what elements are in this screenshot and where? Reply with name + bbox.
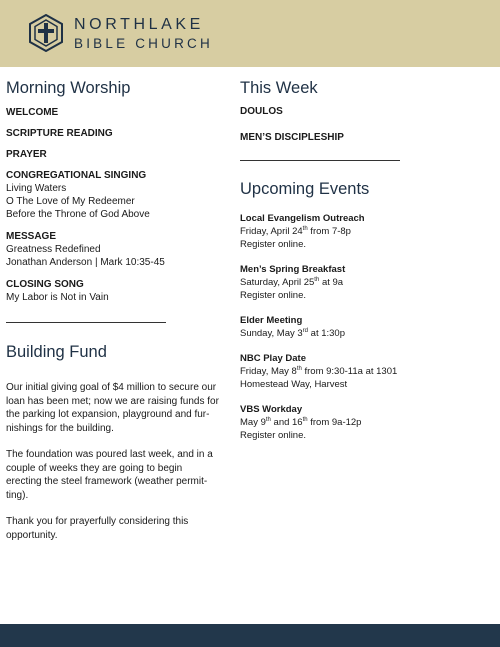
event-title: VBS Workday bbox=[240, 404, 303, 415]
singing-label: CONGREGATIONAL SINGING bbox=[6, 170, 147, 181]
building-paragraph-line: the parking lot expansion, playground and fur- bbox=[6, 409, 210, 420]
building-paragraph-line: erecting the steel framework (weather permit- bbox=[6, 476, 208, 487]
song-item: O The Love of My Redeemer bbox=[6, 196, 135, 207]
event-title: NBC Play Date bbox=[240, 353, 306, 364]
song-item: Before the Throne of God Above bbox=[6, 209, 150, 220]
this-week-heading: This Week bbox=[240, 79, 318, 97]
event-date: Sunday, May 3rd at 1:30p bbox=[240, 327, 345, 339]
header-band bbox=[0, 0, 500, 67]
event-title: Elder Meeting bbox=[240, 315, 303, 326]
this-week-item: DOULOS bbox=[240, 106, 283, 117]
building-paragraph-line: Our initial giving goal of $4 million to secure our bbox=[6, 382, 217, 393]
event-date: Friday, May 8th from 9:30-11a at 1301 bbox=[240, 365, 398, 377]
event-item bbox=[240, 212, 480, 251]
right-column bbox=[240, 78, 480, 442]
closing-song-label: CLOSING SONG bbox=[6, 279, 84, 290]
building-paragraph-line: ting). bbox=[6, 489, 29, 501]
left-column bbox=[6, 78, 234, 542]
closing-song: My Labor is Not in Vain bbox=[6, 292, 109, 303]
prayer-label: PRAYER bbox=[6, 149, 47, 160]
event-item bbox=[240, 403, 480, 442]
message-speaker: Jonathan Anderson | Mark 10:35-45 bbox=[6, 257, 165, 268]
event-date: May 9th and 16th from 9a-12p bbox=[240, 416, 362, 428]
song-item: Living Waters bbox=[6, 183, 67, 194]
building-paragraph-line: opportunity. bbox=[6, 529, 58, 541]
building-paragraph-line: Thank you for prayerfully considering this bbox=[6, 516, 189, 527]
building-paragraph-line: The foundation was poured last week, and in a bbox=[6, 449, 213, 460]
message-name: Greatness Redefined bbox=[6, 244, 101, 255]
welcome-label: WELCOME bbox=[6, 107, 59, 118]
event-register: Register online. bbox=[240, 239, 307, 250]
event-item bbox=[240, 314, 480, 340]
event-date: Saturday, April 25th at 9a bbox=[240, 276, 344, 288]
building-paragraph-line: nishings for the building. bbox=[6, 422, 114, 434]
building-fund-heading: Building Fund bbox=[6, 343, 107, 361]
event-item bbox=[240, 352, 480, 391]
event-item bbox=[240, 263, 480, 302]
morning-worship-heading: Morning Worship bbox=[6, 79, 131, 97]
event-title: Men’s Spring Breakfast bbox=[240, 264, 346, 275]
brand-subtitle: BIBLE CHURCH bbox=[74, 36, 213, 51]
cross-shield-logo-icon bbox=[27, 14, 65, 52]
building-paragraph-line: loan has been met; now we are raising funds for bbox=[6, 395, 219, 407]
message-label: MESSAGE bbox=[6, 231, 57, 242]
this-week-item: MEN’S DISCIPLESHIP bbox=[240, 132, 344, 143]
event-register: Register online. bbox=[240, 290, 307, 301]
scripture-label: SCRIPTURE READING bbox=[6, 128, 113, 139]
event-location: Homestead Way, Harvest bbox=[240, 379, 348, 390]
building-paragraph-line: couple of weeks they are going to begin bbox=[6, 462, 183, 474]
upcoming-events-heading: Upcoming Events bbox=[240, 180, 370, 198]
event-date: Friday, April 24th from 7-8p bbox=[240, 225, 351, 237]
footer-band bbox=[0, 624, 500, 647]
event-title: Local Evangelism Outreach bbox=[240, 213, 365, 224]
brand-name: NORTHLAKE bbox=[74, 16, 204, 33]
event-register: Register online. bbox=[240, 430, 307, 441]
